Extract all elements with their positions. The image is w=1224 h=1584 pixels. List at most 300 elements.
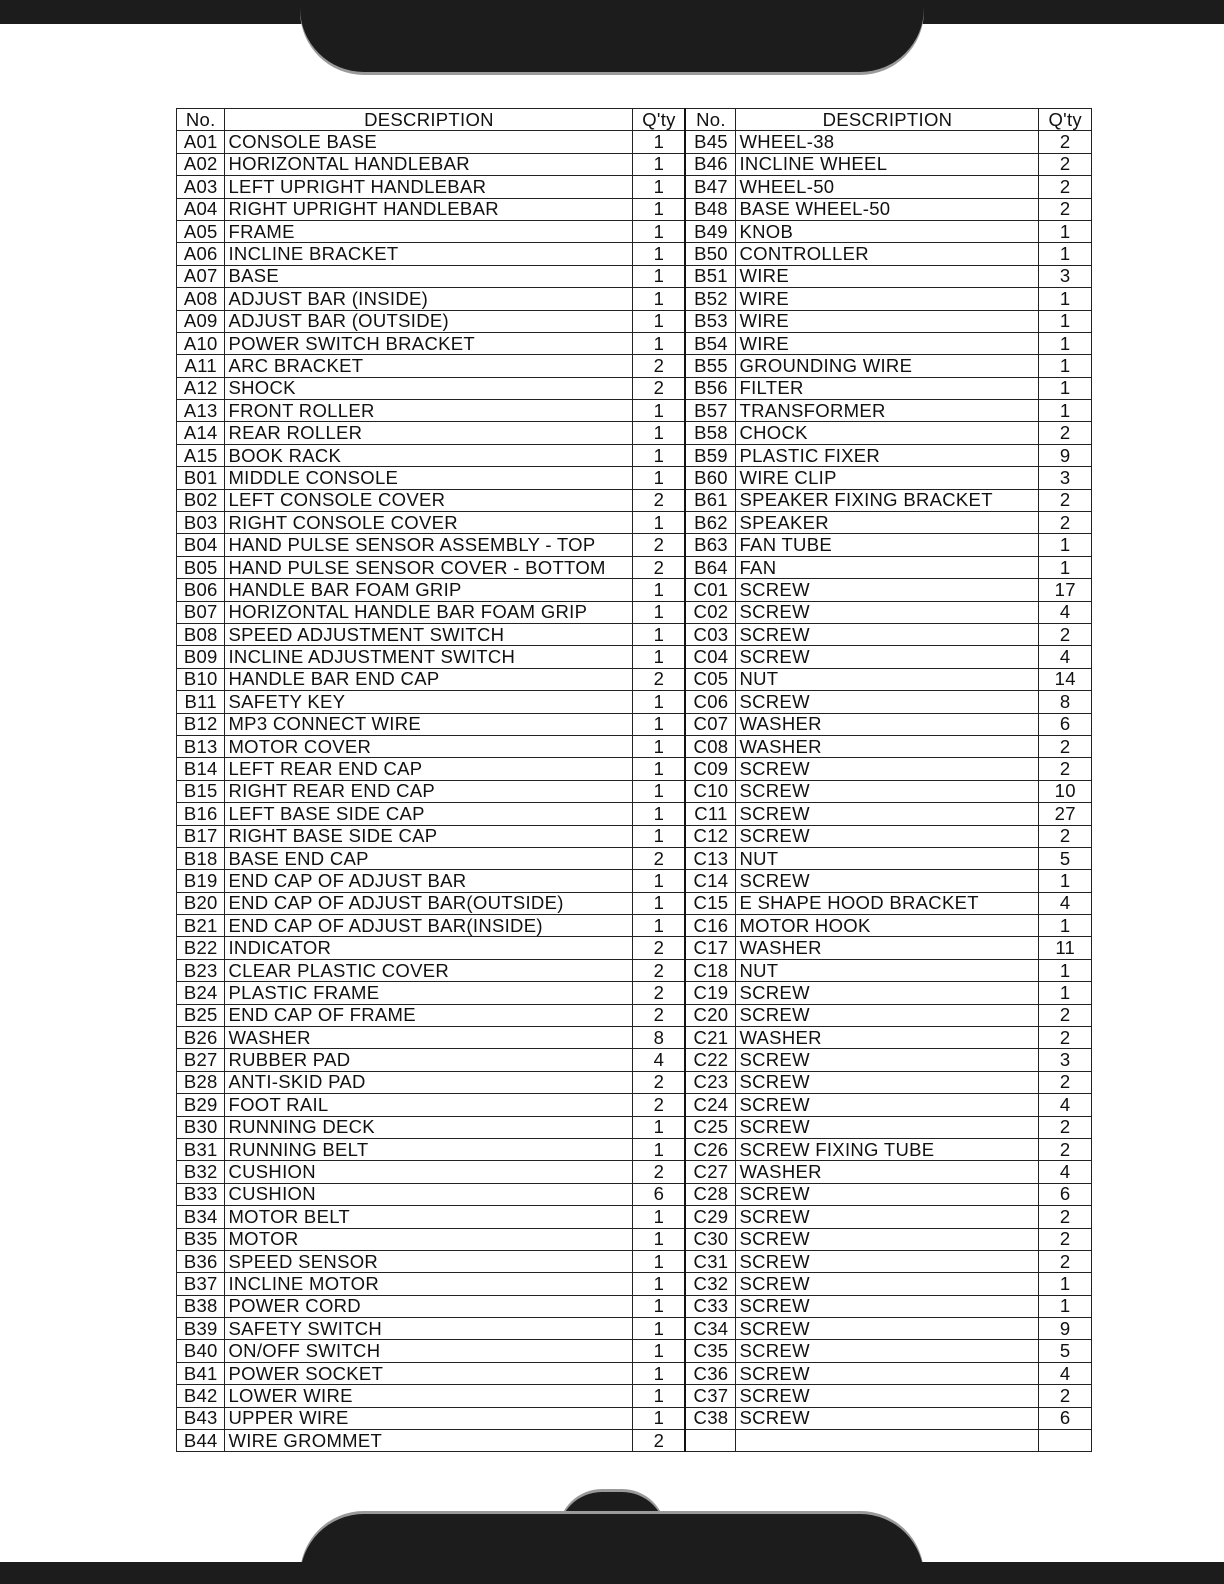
part-description: SCREW <box>736 1340 1039 1362</box>
part-quantity: 1 <box>633 332 686 354</box>
table-row <box>177 579 1092 601</box>
table-row <box>177 310 1092 332</box>
part-quantity: 1 <box>633 131 686 153</box>
part-quantity: 4 <box>1039 1094 1092 1116</box>
part-number: B53 <box>685 310 735 332</box>
part-quantity: 1 <box>1039 959 1092 981</box>
part-description: END CAP OF ADJUST BAR(OUTSIDE) <box>225 892 633 914</box>
part-number: B30 <box>177 1116 225 1138</box>
part-quantity: 1 <box>633 467 686 489</box>
part-quantity: 2 <box>633 556 686 578</box>
table-row <box>177 1273 1092 1295</box>
part-number: B32 <box>177 1161 225 1183</box>
part-quantity: 1 <box>633 915 686 937</box>
part-quantity: 8 <box>633 1027 686 1049</box>
table-row <box>177 1430 1092 1452</box>
part-description: SCREW <box>736 1385 1039 1407</box>
table-row <box>177 758 1092 780</box>
part-description: CONSOLE BASE <box>225 131 633 153</box>
table-row <box>177 1295 1092 1317</box>
part-description: FAN <box>736 556 1039 578</box>
table-header-row <box>177 109 1092 131</box>
table-row <box>177 780 1092 802</box>
part-quantity: 2 <box>633 1161 686 1183</box>
part-number: A10 <box>177 332 225 354</box>
part-description: SCREW <box>736 1362 1039 1384</box>
table-row <box>177 1138 1092 1160</box>
part-number: B44 <box>177 1430 225 1452</box>
part-quantity: 9 <box>1039 444 1092 466</box>
part-quantity: 2 <box>1039 176 1092 198</box>
part-description: CONTROLLER <box>736 243 1039 265</box>
part-description: END CAP OF ADJUST BAR <box>225 870 633 892</box>
header-description: DESCRIPTION <box>736 109 1039 131</box>
part-quantity: 1 <box>633 601 686 623</box>
part-number: B46 <box>685 153 735 175</box>
part-description: RIGHT REAR END CAP <box>225 780 633 802</box>
part-description: INCLINE BRACKET <box>225 243 633 265</box>
table-row <box>177 1407 1092 1429</box>
part-quantity: 1 <box>633 1116 686 1138</box>
part-description: SPEED ADJUSTMENT SWITCH <box>225 623 633 645</box>
part-description: SCREW <box>736 1318 1039 1340</box>
part-description: NUT <box>736 959 1039 981</box>
part-number: B23 <box>177 959 225 981</box>
part-description: SCREW <box>736 601 1039 623</box>
part-description: SPEED SENSOR <box>225 1250 633 1272</box>
part-number: A09 <box>177 310 225 332</box>
part-number: C18 <box>685 959 735 981</box>
part-number: B48 <box>685 198 735 220</box>
part-quantity: 1 <box>1039 310 1092 332</box>
part-number: B07 <box>177 601 225 623</box>
part-description: BOOK RACK <box>225 444 633 466</box>
table-row <box>177 1318 1092 1340</box>
table-row <box>177 915 1092 937</box>
part-quantity: 1 <box>633 1407 686 1429</box>
part-description: ADJUST BAR (INSIDE) <box>225 288 633 310</box>
part-number: A15 <box>177 444 225 466</box>
part-description: BASE WHEEL-50 <box>736 198 1039 220</box>
part-number: C36 <box>685 1362 735 1384</box>
table-row <box>177 892 1092 914</box>
table-row <box>177 534 1092 556</box>
part-description: CLEAR PLASTIC COVER <box>225 959 633 981</box>
part-description: HANDLE BAR END CAP <box>225 668 633 690</box>
part-description: WASHER <box>736 713 1039 735</box>
part-number: A03 <box>177 176 225 198</box>
part-quantity: 1 <box>633 1273 686 1295</box>
part-description: ADJUST BAR (OUTSIDE) <box>225 310 633 332</box>
part-description: ON/OFF SWITCH <box>225 1340 633 1362</box>
part-quantity: 5 <box>1039 847 1092 869</box>
part-quantity: 1 <box>633 153 686 175</box>
part-number: A08 <box>177 288 225 310</box>
table-row <box>177 1094 1092 1116</box>
part-description: SCREW <box>736 1004 1039 1026</box>
table-row <box>177 803 1092 825</box>
part-description: WASHER <box>736 735 1039 757</box>
table-row <box>177 288 1092 310</box>
part-quantity: 1 <box>633 265 686 287</box>
part-quantity: 2 <box>1039 1206 1092 1228</box>
part-quantity: 11 <box>1039 937 1092 959</box>
part-number: B37 <box>177 1273 225 1295</box>
table-row <box>177 220 1092 242</box>
part-description: LEFT BASE SIDE CAP <box>225 803 633 825</box>
part-number: C28 <box>685 1183 735 1205</box>
part-description: HAND PULSE SENSOR ASSEMBLY - TOP <box>225 534 633 556</box>
part-number: C27 <box>685 1161 735 1183</box>
part-quantity: 3 <box>1039 265 1092 287</box>
part-description: FRONT ROLLER <box>225 400 633 422</box>
part-description: RIGHT BASE SIDE CAP <box>225 825 633 847</box>
part-quantity: 1 <box>633 444 686 466</box>
part-number: C25 <box>685 1116 735 1138</box>
part-description: WASHER <box>736 1027 1039 1049</box>
table-row <box>177 825 1092 847</box>
header-qty: Q'ty <box>1039 109 1092 131</box>
part-description: HORIZONTAL HANDLEBAR <box>225 153 633 175</box>
table-row <box>177 556 1092 578</box>
part-quantity: 1 <box>633 1228 686 1250</box>
part-description: END CAP OF ADJUST BAR(INSIDE) <box>225 915 633 937</box>
part-number: B58 <box>685 422 735 444</box>
part-number <box>685 1430 735 1452</box>
part-quantity: 1 <box>633 288 686 310</box>
part-number: C16 <box>685 915 735 937</box>
part-description: SCREW <box>736 1250 1039 1272</box>
part-number: C17 <box>685 937 735 959</box>
part-description: SPEAKER <box>736 512 1039 534</box>
table-row <box>177 1004 1092 1026</box>
part-quantity: 2 <box>633 1004 686 1026</box>
part-number: C21 <box>685 1027 735 1049</box>
table-row <box>177 131 1092 153</box>
part-description: WHEEL-38 <box>736 131 1039 153</box>
part-quantity: 1 <box>633 198 686 220</box>
part-number: B29 <box>177 1094 225 1116</box>
part-description: LEFT REAR END CAP <box>225 758 633 780</box>
part-quantity: 2 <box>633 489 686 511</box>
part-number: C29 <box>685 1206 735 1228</box>
part-description: SCREW <box>736 780 1039 802</box>
part-quantity: 4 <box>1039 601 1092 623</box>
part-quantity: 2 <box>1039 198 1092 220</box>
part-quantity: 2 <box>1039 758 1092 780</box>
part-number: B26 <box>177 1027 225 1049</box>
part-number: C24 <box>685 1094 735 1116</box>
part-number: B31 <box>177 1138 225 1160</box>
part-number: C23 <box>685 1071 735 1093</box>
part-quantity: 2 <box>1039 1228 1092 1250</box>
part-number: B34 <box>177 1206 225 1228</box>
part-number: C08 <box>685 735 735 757</box>
part-description: NUT <box>736 668 1039 690</box>
table-row <box>177 1362 1092 1384</box>
part-quantity: 27 <box>1039 803 1092 825</box>
table-row <box>177 265 1092 287</box>
part-number: C37 <box>685 1385 735 1407</box>
table-row <box>177 1340 1092 1362</box>
part-quantity: 1 <box>1039 982 1092 1004</box>
part-quantity: 2 <box>1039 623 1092 645</box>
part-quantity: 1 <box>1039 332 1092 354</box>
part-description: MP3 CONNECT WIRE <box>225 713 633 735</box>
table-row <box>177 198 1092 220</box>
part-description: SCREW <box>736 1183 1039 1205</box>
part-quantity: 1 <box>633 870 686 892</box>
part-number: B12 <box>177 713 225 735</box>
part-number: B19 <box>177 870 225 892</box>
part-description: FILTER <box>736 377 1039 399</box>
part-number: B27 <box>177 1049 225 1071</box>
part-quantity: 2 <box>633 1071 686 1093</box>
table-row <box>177 1385 1092 1407</box>
part-number: A11 <box>177 355 225 377</box>
part-description: SCREW <box>736 803 1039 825</box>
part-description: SHOCK <box>225 377 633 399</box>
part-description: SCREW <box>736 623 1039 645</box>
part-description: LEFT CONSOLE COVER <box>225 489 633 511</box>
part-description: WASHER <box>736 937 1039 959</box>
part-quantity: 2 <box>633 377 686 399</box>
part-quantity: 2 <box>633 1094 686 1116</box>
part-description: RUNNING BELT <box>225 1138 633 1160</box>
bottom-banner <box>0 1562 1224 1584</box>
table-row <box>177 1071 1092 1093</box>
part-quantity: 2 <box>1039 1004 1092 1026</box>
part-description: SCREW <box>736 982 1039 1004</box>
part-description: SCREW <box>736 1206 1039 1228</box>
part-quantity: 1 <box>633 1340 686 1362</box>
part-quantity: 1 <box>633 1295 686 1317</box>
part-description: FOOT RAIL <box>225 1094 633 1116</box>
part-description: SCREW <box>736 1407 1039 1429</box>
part-number: A04 <box>177 198 225 220</box>
part-quantity: 1 <box>633 623 686 645</box>
part-number: B52 <box>685 288 735 310</box>
part-description: ANTI-SKID PAD <box>225 1071 633 1093</box>
part-number: B39 <box>177 1318 225 1340</box>
part-quantity: 2 <box>633 982 686 1004</box>
part-quantity: 10 <box>1039 780 1092 802</box>
part-quantity: 2 <box>633 1430 686 1452</box>
part-number: C38 <box>685 1407 735 1429</box>
part-quantity: 6 <box>633 1183 686 1205</box>
part-number: B35 <box>177 1228 225 1250</box>
table-row <box>177 735 1092 757</box>
part-number: B43 <box>177 1407 225 1429</box>
part-number: B36 <box>177 1250 225 1272</box>
part-number: B28 <box>177 1071 225 1093</box>
part-quantity: 1 <box>1039 377 1092 399</box>
part-description: LEFT UPRIGHT HANDLEBAR <box>225 176 633 198</box>
part-number: C31 <box>685 1250 735 1272</box>
part-quantity: 1 <box>1039 355 1092 377</box>
table-row <box>177 243 1092 265</box>
part-description: CUSHION <box>225 1183 633 1205</box>
part-quantity: 1 <box>1039 870 1092 892</box>
part-description <box>736 1430 1039 1452</box>
table-row <box>177 1183 1092 1205</box>
part-number: C34 <box>685 1318 735 1340</box>
part-description: REAR ROLLER <box>225 422 633 444</box>
part-number: B45 <box>685 131 735 153</box>
part-description: BASE END CAP <box>225 847 633 869</box>
part-number: A06 <box>177 243 225 265</box>
part-number: B55 <box>685 355 735 377</box>
header-qty: Q'ty <box>633 109 686 131</box>
part-quantity: 2 <box>1039 1138 1092 1160</box>
part-description: WIRE <box>736 265 1039 287</box>
part-description: MOTOR BELT <box>225 1206 633 1228</box>
part-number: B62 <box>685 512 735 534</box>
part-number: B18 <box>177 847 225 869</box>
part-description: MIDDLE CONSOLE <box>225 467 633 489</box>
part-quantity: 1 <box>633 1318 686 1340</box>
part-quantity: 1 <box>633 220 686 242</box>
part-quantity: 1 <box>633 1138 686 1160</box>
part-number: C14 <box>685 870 735 892</box>
table-row <box>177 1206 1092 1228</box>
part-quantity: 2 <box>1039 1071 1092 1093</box>
part-description: HANDLE BAR FOAM GRIP <box>225 579 633 601</box>
part-number: B06 <box>177 579 225 601</box>
part-description: SCREW <box>736 1071 1039 1093</box>
part-number: B51 <box>685 265 735 287</box>
table-row <box>177 1027 1092 1049</box>
part-number: B61 <box>685 489 735 511</box>
part-description: WIRE GROMMET <box>225 1430 633 1452</box>
part-number: C26 <box>685 1138 735 1160</box>
part-quantity: 17 <box>1039 579 1092 601</box>
part-quantity: 2 <box>1039 422 1092 444</box>
part-quantity: 2 <box>1039 1027 1092 1049</box>
part-quantity: 2 <box>1039 131 1092 153</box>
part-description: WIRE <box>736 288 1039 310</box>
part-description: HAND PULSE SENSOR COVER - BOTTOM <box>225 556 633 578</box>
part-quantity: 1 <box>1039 220 1092 242</box>
table-row <box>177 377 1092 399</box>
part-quantity: 2 <box>1039 1116 1092 1138</box>
part-description: SCREW <box>736 825 1039 847</box>
part-description: TRANSFORMER <box>736 400 1039 422</box>
table-row <box>177 153 1092 175</box>
part-quantity: 1 <box>1039 915 1092 937</box>
table-row <box>177 601 1092 623</box>
part-number: B02 <box>177 489 225 511</box>
part-quantity: 1 <box>633 422 686 444</box>
part-quantity: 2 <box>633 937 686 959</box>
part-number: B13 <box>177 735 225 757</box>
part-quantity: 3 <box>1039 1049 1092 1071</box>
part-description: POWER SWITCH BRACKET <box>225 332 633 354</box>
part-quantity: 3 <box>1039 467 1092 489</box>
part-description: NUT <box>736 847 1039 869</box>
part-number: A05 <box>177 220 225 242</box>
part-description: RIGHT UPRIGHT HANDLEBAR <box>225 198 633 220</box>
part-quantity: 2 <box>633 668 686 690</box>
part-description: WASHER <box>736 1161 1039 1183</box>
part-quantity: 9 <box>1039 1318 1092 1340</box>
part-description: END CAP OF FRAME <box>225 1004 633 1026</box>
part-number: A13 <box>177 400 225 422</box>
part-description: SCREW <box>736 1228 1039 1250</box>
part-number: C13 <box>685 847 735 869</box>
table-row <box>177 422 1092 444</box>
table-row <box>177 959 1092 981</box>
part-number: B56 <box>685 377 735 399</box>
part-description: SCREW <box>736 691 1039 713</box>
part-description: WIRE CLIP <box>736 467 1039 489</box>
part-quantity: 4 <box>633 1049 686 1071</box>
part-number: A12 <box>177 377 225 399</box>
part-description: ARC BRACKET <box>225 355 633 377</box>
part-quantity: 2 <box>1039 512 1092 534</box>
part-number: C07 <box>685 713 735 735</box>
table-row <box>177 355 1092 377</box>
part-number: B64 <box>685 556 735 578</box>
part-description: SCREW <box>736 579 1039 601</box>
part-number: B20 <box>177 892 225 914</box>
part-number: B41 <box>177 1362 225 1384</box>
part-description: WIRE <box>736 310 1039 332</box>
part-quantity: 1 <box>1039 534 1092 556</box>
part-description: PLASTIC FIXER <box>736 444 1039 466</box>
part-quantity: 2 <box>1039 153 1092 175</box>
part-description: RUBBER PAD <box>225 1049 633 1071</box>
part-description: SCREW <box>736 1094 1039 1116</box>
part-description: SCREW <box>736 1049 1039 1071</box>
part-description: CHOCK <box>736 422 1039 444</box>
part-number: C11 <box>685 803 735 825</box>
part-number: B40 <box>177 1340 225 1362</box>
table-row <box>177 668 1092 690</box>
part-description: SCREW FIXING TUBE <box>736 1138 1039 1160</box>
part-quantity: 2 <box>1039 735 1092 757</box>
part-number: C06 <box>685 691 735 713</box>
part-description: RIGHT CONSOLE COVER <box>225 512 633 534</box>
part-quantity: 1 <box>633 735 686 757</box>
table-row <box>177 1116 1092 1138</box>
part-description: SAFETY SWITCH <box>225 1318 633 1340</box>
table-row <box>177 1161 1092 1183</box>
part-description: LOWER WIRE <box>225 1385 633 1407</box>
table-row <box>177 489 1092 511</box>
header-no: No. <box>685 109 735 131</box>
part-number: C05 <box>685 668 735 690</box>
part-number: B54 <box>685 332 735 354</box>
part-quantity: 1 <box>633 400 686 422</box>
part-quantity: 2 <box>1039 489 1092 511</box>
table-row <box>177 713 1092 735</box>
part-number: C03 <box>685 623 735 645</box>
part-number: B59 <box>685 444 735 466</box>
part-number: C01 <box>685 579 735 601</box>
part-number: B16 <box>177 803 225 825</box>
part-quantity: 1 <box>633 1385 686 1407</box>
part-number: B49 <box>685 220 735 242</box>
part-description: INCLINE WHEEL <box>736 153 1039 175</box>
part-number: B03 <box>177 512 225 534</box>
part-quantity: 1 <box>633 892 686 914</box>
part-number: B01 <box>177 467 225 489</box>
part-description: MOTOR <box>225 1228 633 1250</box>
part-number: C30 <box>685 1228 735 1250</box>
part-quantity: 1 <box>633 310 686 332</box>
part-description: WASHER <box>225 1027 633 1049</box>
